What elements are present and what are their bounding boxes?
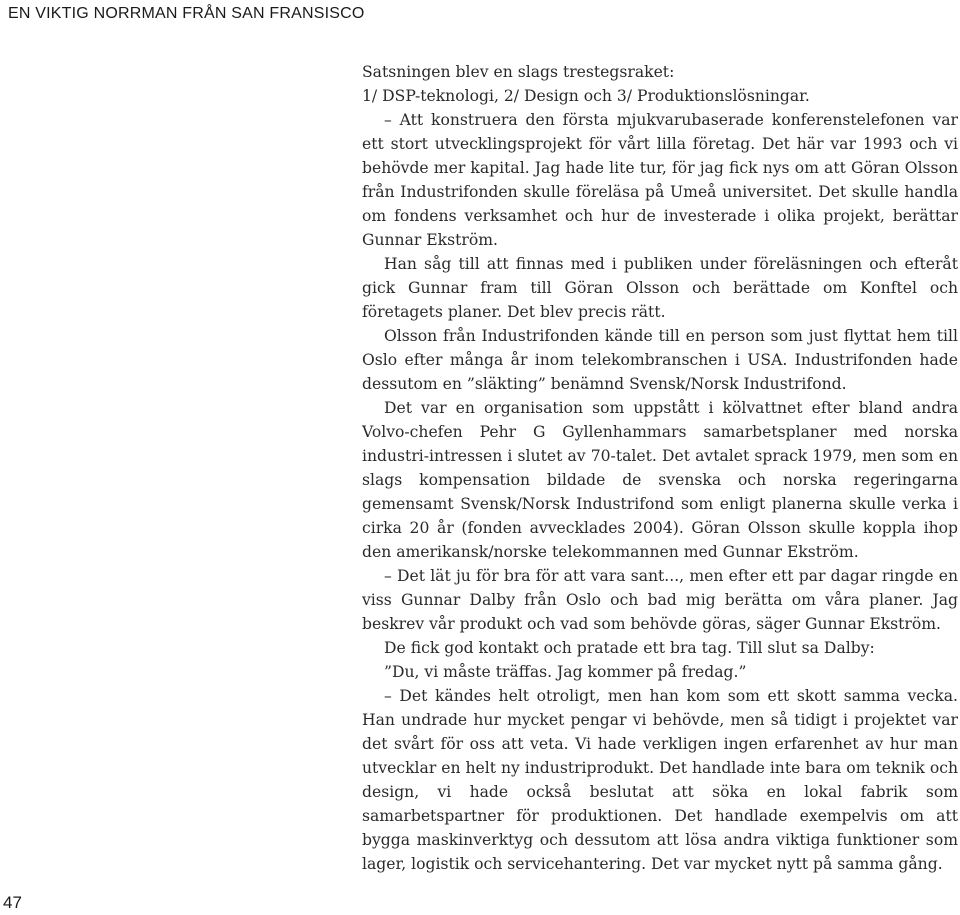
paragraph: Olsson från Industrifonden kände till en person som just flyttat hem till Oslo efter många år inom telekombranschen i USA. Industrifonden hade dessutom en ”släkting” benämnd Svensk/Norsk Industrifond. (362, 327, 958, 393)
paragraph: Satsningen blev en slags trestegsraket: (362, 63, 675, 81)
paragraph: – Att konstruera den första mjukvarubaserade konferenstelefonen var ett stort utvecklingsprojekt för vårt lilla företag. Det här var 1993 och vi behövde mer kapital. Jag hade lite tur, för jag fick nys om att Göran Olsson från Industrifonden skulle föreläsa på Umeå universitet. Det skulle handla om fondens verksamhet och hur de investerade i olika projekt, berättar Gunnar Ekström. (362, 111, 958, 249)
body-text-column (362, 60, 958, 876)
page-number: 47 (3, 893, 22, 912)
paragraph: 1/ DSP-teknologi, 2/ Design och 3/ Produktionslösningar. (362, 87, 810, 105)
paragraph: Han såg till att finnas med i publiken under föreläsningen och efteråt gick Gunnar fram till Göran Olsson och berättade om Konftel och företagets planer. Det blev precis rätt. (362, 255, 958, 321)
running-header: EN VIKTIG NORRMAN FRÅN SAN FRANSISCO (8, 5, 365, 22)
paragraph: – Det lät ju för bra för att vara sant..., men efter ett par dagar ringde en viss Gunnar Dalby från Oslo och bad mig berätta om våra planer. Jag beskrev vår produkt och vad som behövde göras, säger Gunnar Ekström. (362, 567, 958, 633)
paragraph: De fick god kontakt och pratade ett bra tag. Till slut sa Dalby: (384, 639, 875, 657)
paragraph: – Det kändes helt otroligt, men han kom som ett skott samma vecka. Han undrade hur mycket pengar vi behövde, men så tidigt i projektet var det svårt för oss att veta. Vi hade verkligen ingen erfarenhet av hur man utvecklar en helt ny industriprodukt. Det handlade inte bara om teknik och design, vi hade också beslutat att söka en lokal fabrik som samarbetspartner för produktionen. Det handlade exempelvis om att bygga maskinverktyg och dessutom att lösa andra viktiga funktioner som lager, logistik och servicehantering. Det var mycket nytt på samma gång. (362, 687, 958, 873)
paragraph: ”Du, vi måste träffas. Jag kommer på fredag.” (384, 663, 747, 681)
paragraph: Det var en organisation som uppstått i kölvattnet efter bland andra Volvo-chefen Pehr G Gyllenhammars samarbetsplaner med norska industri-intressen i slutet av 70-talet. Det avtalet sprack 1979, men som en slags kompensation bildade de svenska och norska regeringarna gemensamt Svensk/Norsk Industrifond som enligt planerna skulle verka i cirka 20 år (fonden avvecklades 2004). Göran Olsson skulle koppla ihop den amerikansk/norske telekommannen med Gunnar Ekström. (362, 399, 958, 561)
